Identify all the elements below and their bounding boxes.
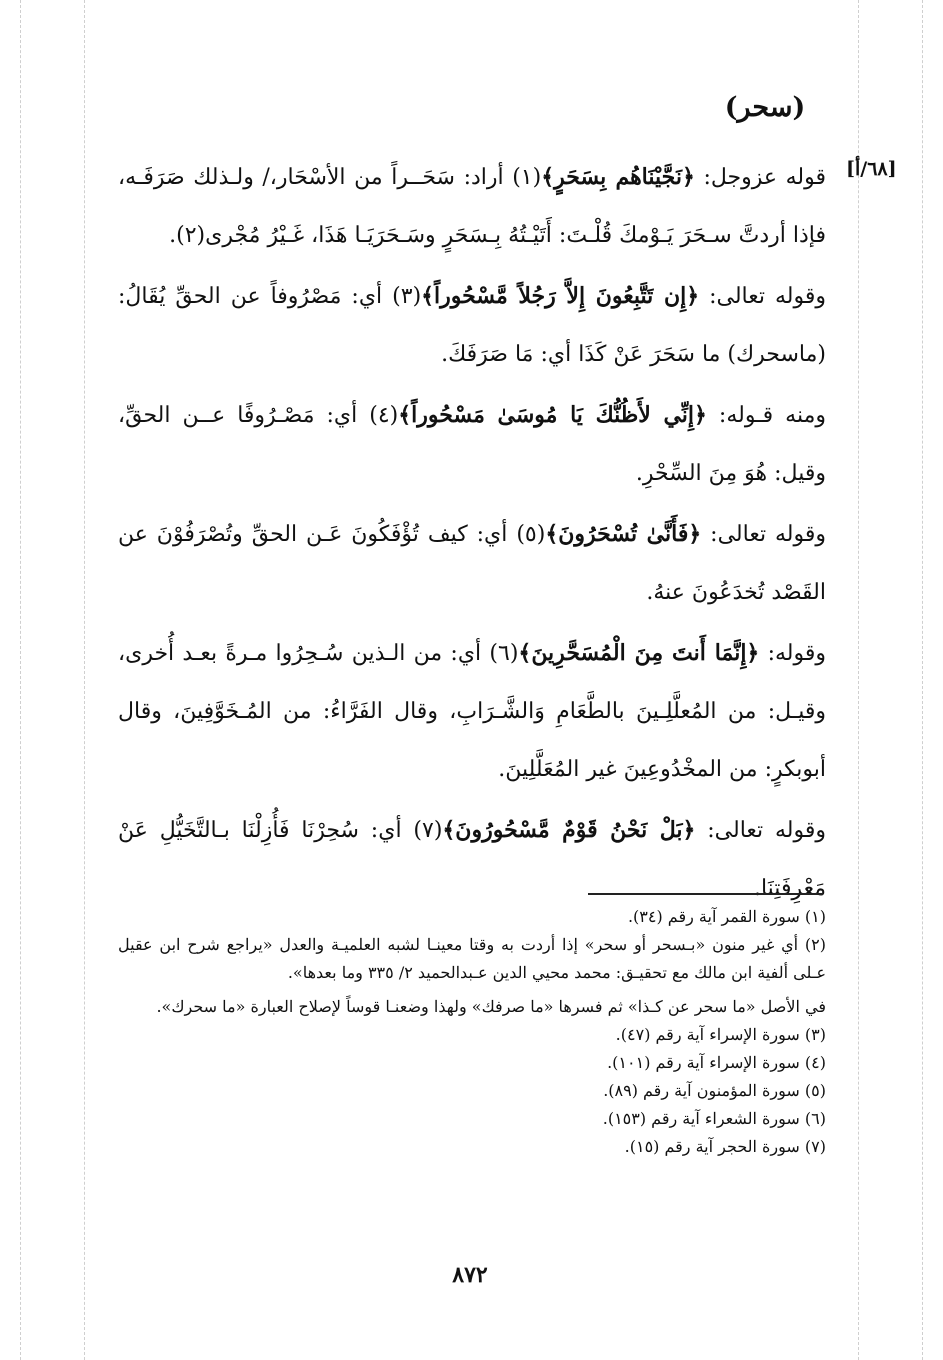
text-run: (٥) أي: كيف تُؤْفَكُونَ عَـن الحقِّ وتُصْرَفُوْنَ عن القَصْد تُخدَعُونَ عنهُ. [118, 522, 826, 605]
paragraph [118, 801, 826, 918]
text-run: (٣) أي: مَصْرُوفاً عن الحقِّ يُقَالُ: (ماسحرك) ما سَحَرَ عَنْ كَذَا أي: مَا صَرَفَكَ. [118, 284, 826, 367]
quran-quote: ﴿بَلْ نَحْنُ قَوْمٌ مَّسْحُورُونَ﴾ [442, 817, 696, 843]
text-run: (٦) أي: من الـذين سُـحِرُوا مـرةً بعـد أُخرى، وقيـل: من المُعلَّلِـينَ بالطَّعَامِ وَالشَّـرَابِ، وقال الفَرَّاءُ: من المُـخَوَّفِينَ، وقال أبوبكرٍ: من المخْدُوعِينَ غير المُعَلَّلِينَ. [118, 641, 826, 782]
footnote: (١) سورة القمر آية رقم (٣٤). [627, 907, 826, 926]
manuscript-folio-ref: [٦٨/أ] [846, 158, 897, 180]
footnote: (٣) سورة الإسراء آية رقم (٤٧). [615, 1025, 826, 1044]
footnote-divider [588, 893, 823, 895]
paragraph [118, 386, 826, 503]
page-number: ٨٧٢ [452, 1262, 488, 1288]
section-heading: (سحر) [724, 92, 806, 123]
text-run: وقوله تعالى: [695, 818, 827, 843]
footnote: (٦) سورة الشعراء آية رقم (١٥٣). [602, 1109, 826, 1128]
footnote: في الأصل «ما سحر عن كـذا» ثم فسرها «ما صرفك» ولهذا وضعنـا قوساً لإصلاح العبارة «ما سحرك». [156, 997, 826, 1016]
quran-quote: ﴿إِن تَتَّبِعُونَ إِلاَّ رَجُلاً مَّسْحُوراً﴾ [421, 283, 700, 309]
scan-guide-line [20, 0, 21, 1360]
quran-quote: ﴿إِنِّي لأَظُنُّكَ يَا مُوسَىٰ مَسْحُوراً﴾ [398, 402, 707, 428]
scan-guide-line [922, 0, 923, 1360]
footnote: (٧) سورة الحجر آية رقم (١٥). [624, 1137, 826, 1156]
text-run: وقوله: [759, 641, 826, 666]
footnotes [118, 903, 826, 1161]
footnote: (٢) أي غير منون «بـسحر أو سحر» إذا أردت به وقتا معينـا لشبه العلميـة والعدل «يراجع شرح ابن عقيل عـلى ألفية ابن مالك مع تحقيـق: محمد محيي الدين عـبدالحميد ٢/ ٣٣٥ وما بعدها». [118, 935, 826, 982]
text-run: (٤) أي: مَصْـرُوفًا عــن الحقِّ، وقيل: هُوَ مِنَ السِّحْرِ. [118, 403, 826, 486]
text-run: وقوله تعالى: [701, 522, 826, 547]
paragraph [118, 267, 826, 384]
scan-guide-line [84, 0, 85, 1360]
paragraph [118, 505, 826, 622]
scan-guide-line [858, 0, 859, 1360]
paragraph [118, 148, 826, 265]
text-run: وقوله تعالى: [699, 284, 826, 309]
footnote: (٤) سورة الإسراء آية رقم (١٠١). [607, 1053, 826, 1072]
footnote: (٥) سورة المؤمنون آية رقم (٨٩). [603, 1081, 826, 1100]
text-run: ومنه قـوله: [706, 403, 826, 428]
text-run: (١) أراد: سَحَــراً من الأسْحَار،/ ولـذلك صَرَفَـه، فإذا أردتَّ سـحَرَ يَـوْمكَ قُلْـتَ: أَتَيْـتُهُ بِـسَحَرٍ وسَـحَرَيَـا هَذَا، غَـيْرُ مُجْرى(٢). [118, 165, 826, 248]
text-run: قوله عزوجل: [694, 165, 826, 190]
main-text [118, 148, 826, 918]
text-run: (٧) أي: سُحِرْنَا فَأُزِلْنَا بـالتَّخَيُّلِ عَنْ مَعْرِفَتِنَا. [118, 818, 826, 901]
quran-quote: ﴿نَجَّيْنَاهُم بِسَحَرٍ﴾ [541, 164, 695, 190]
quran-quote: ﴿فَأَنَّىٰ تُسْحَرُونَ﴾ [545, 521, 702, 547]
paragraph [118, 624, 826, 799]
quran-quote: ﴿إِنَّمَا أَنتَ مِنَ الْمُسَحَّرِينَ﴾ [518, 640, 760, 666]
